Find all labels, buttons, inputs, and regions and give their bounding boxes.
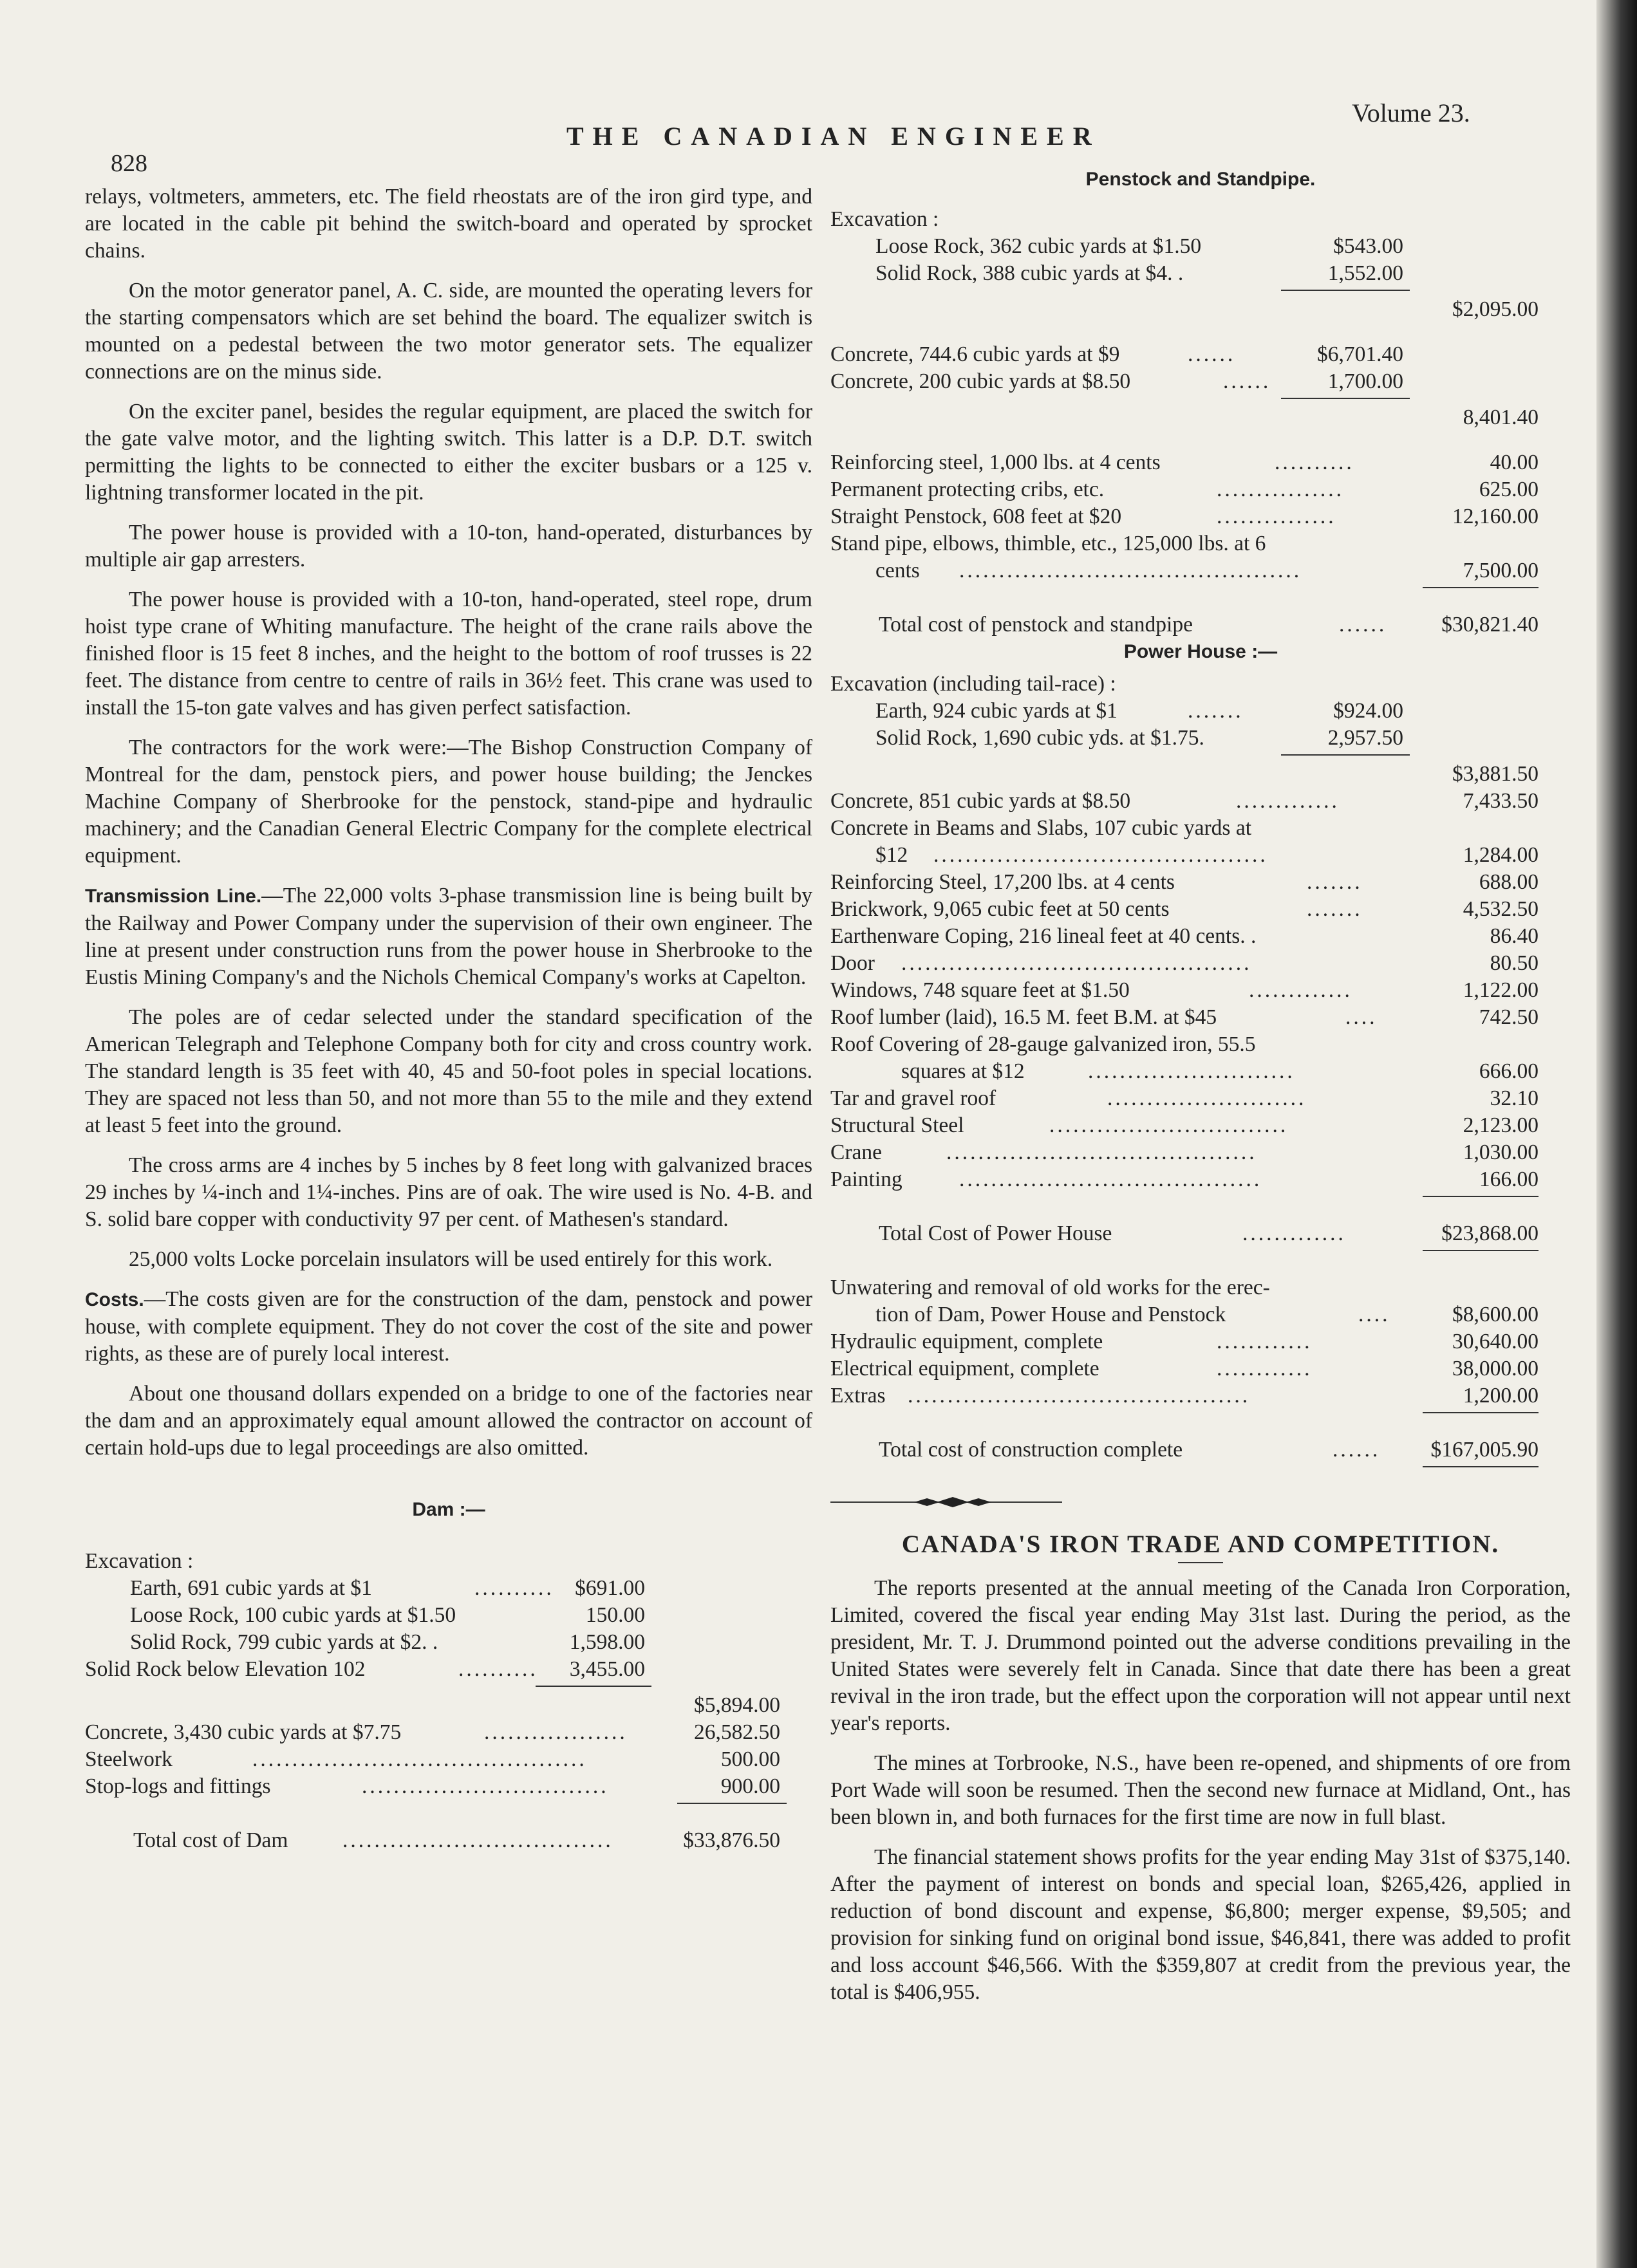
leader-dots: ............................................ [901, 951, 1252, 975]
leader-dots: ............................... [362, 1774, 609, 1798]
book-spine-shadow [1596, 0, 1637, 2268]
cost-amount: 1,552.00 [1327, 261, 1403, 285]
cost-subtotal: $3,881.50 [1452, 762, 1539, 786]
leader-dots: ............ [1217, 1330, 1313, 1353]
cost-label: Brickwork, 9,065 cubic feet at 50 cents [830, 897, 1170, 921]
cost-amount: 500.00 [720, 1747, 780, 1771]
leader-dots: .......................................... [933, 843, 1268, 867]
cost-label: squares at $12 [901, 1059, 1025, 1083]
paragraph-text: —The costs given are for the construction of the dam, penstock and power house, with complete equipment. They do not cover the cost of the site and power rights, as these are of purely local interest. [85, 1287, 812, 1366]
cost-label: Hydraulic equipment, complete [830, 1330, 1103, 1353]
paragraph: The contractors for the work were:—The Bishop Construction Company of Montreal for the dam, penstock piers, and power house building; the Jenckes Machine Company of Sherbrooke for the penstock, stand-pipe and hydraulic machinery; and the Canadian General Electric Company for the complete electrical equipment. [85, 736, 812, 868]
cost-label: cents [875, 559, 920, 582]
cost-total: $30,821.40 [1441, 613, 1539, 637]
leader-dots: ....... [1307, 897, 1363, 921]
cost-label: Permanent protecting cribs, etc. [830, 478, 1105, 501]
leader-dots: ...................................... [959, 1167, 1262, 1191]
paragraph: The mines at Torbrooke, N.S., have been re-opened, and shipments of ore from Port Wade will soon be resumed. Then the second new furnace at Midland, Ont., has been blown in, and both furnaces for the first time are now in full blast. [830, 1751, 1571, 1829]
cost-amount: 30,640.00 [1452, 1330, 1539, 1353]
cost-amount: 742.50 [1479, 1005, 1539, 1029]
cost-row [85, 1656, 812, 1683]
summary-cost-table [830, 1274, 1571, 1473]
section-heading-penstock: Penstock and Standpipe. [1085, 169, 1316, 190]
cost-amount: 900.00 [720, 1774, 780, 1798]
paragraph: The cross arms are 4 inches by 5 inches by 8 feet long with galvanized braces 29 inches by ¼-inch and 1¼-inches. Pins are of oak. The wire used is No. 4-B. and S. solid bare copper with conductivity 97 per cent. of Mathesen's standard. [85, 1153, 812, 1231]
run-in-heading: Costs. [85, 1289, 144, 1310]
ornamental-divider [830, 1496, 1062, 1509]
leader-dots: ................ [1217, 478, 1344, 501]
leader-dots: ...... [1333, 1438, 1381, 1462]
cost-label: Solid Rock below Elevation 102 [85, 1657, 366, 1681]
cost-amount: $8,600.00 [1452, 1303, 1539, 1326]
cost-label: tion of Dam, Power House and Penstock [875, 1303, 1226, 1326]
title-rule [1178, 1562, 1223, 1563]
leader-dots: ....... [1307, 870, 1363, 894]
cost-subtotal: 8,401.40 [1463, 405, 1539, 429]
cost-amount: 666.00 [1479, 1059, 1539, 1083]
cost-amount: 688.00 [1479, 870, 1539, 894]
cost-amount: $543.00 [1333, 234, 1403, 258]
cost-total: $33,876.50 [683, 1828, 780, 1852]
paragraph: On the motor generator panel, A. C. side, are mounted the operating levers for the starting compensators which are set behind the board. The equalizer switch is mounted on a pedestal between the two motor generator sets. The equalizer connections are on the minus side. [85, 279, 812, 384]
cost-row [85, 1548, 812, 1575]
cost-amount: $6,701.40 [1317, 342, 1403, 366]
cost-amount: 80.50 [1490, 951, 1539, 975]
paragraph: The poles are of cedar selected under the standard specification of the American Telegraph and Telephone Company both for city and cross country work. The standard length is 35 feet with 40, 45 and 50-foot poles in special locations. They are spaced not less than 50, and not more than 55 to the mile and they extend at least 5 feet into the ground. [85, 1005, 812, 1137]
cost-amount: 4,532.50 [1463, 897, 1539, 921]
cost-amount: 32.10 [1490, 1086, 1539, 1110]
run-in-heading: Transmission Line. [85, 886, 262, 907]
leader-dots: ........................................... [908, 1384, 1251, 1408]
cost-label: Solid Rock, 388 cubic yards at $4. . [875, 261, 1184, 285]
leader-dots: .................. [484, 1720, 628, 1744]
left-column [85, 183, 812, 1854]
leader-dots: .......................... [1088, 1059, 1295, 1083]
cost-amount: 1,030.00 [1463, 1140, 1539, 1164]
cost-amount: $924.00 [1333, 699, 1403, 723]
leader-dots: ......................... [1107, 1086, 1307, 1110]
section-heading-dam: Dam :— [412, 1499, 485, 1520]
cost-row [85, 1746, 812, 1773]
cost-amount: 7,500.00 [1463, 559, 1539, 582]
power-house-cost-table [830, 671, 1571, 1256]
right-column [830, 166, 1571, 2019]
cost-label: Electrical equipment, complete [830, 1357, 1099, 1380]
cost-subtotal: $5,894.00 [694, 1693, 780, 1717]
paragraph-costs [85, 1286, 812, 1368]
leader-dots: .............................. [1049, 1113, 1289, 1137]
cost-label: Earthenware Coping, 216 lineal feet at 40 cents. . [830, 924, 1257, 948]
cost-label: Loose Rock, 100 cubic yards at $1.50 [130, 1603, 456, 1627]
cost-label: Extras [830, 1384, 886, 1408]
leader-dots: ...... [1339, 613, 1387, 637]
cost-label: Solid Rock, 799 cubic yards at $2. . [130, 1630, 438, 1654]
cost-label: Excavation : [830, 207, 939, 231]
cost-label: Excavation : [85, 1549, 194, 1573]
cost-amount: 1,700.00 [1327, 369, 1403, 393]
cost-amount: 38,000.00 [1452, 1357, 1539, 1380]
cost-amount: 150.00 [585, 1603, 645, 1627]
cost-amount: 625.00 [1479, 478, 1539, 501]
leader-dots: ............. [1236, 789, 1340, 813]
journal-title: THE CANADIAN ENGINEER [566, 122, 1101, 151]
article-title: CANADA'S IRON TRADE AND COMPETITION. [901, 1530, 1500, 1558]
leader-dots: ...... [1188, 342, 1236, 366]
paragraph-text: —The 22,000 volts 3-phase transmission line is being built by the Railway and Power Company under the supervision of their own engineer. The line at present under construction runs from the power house in Sherbrooke to the Eustis Mining Company's and the Nichols Chemical Company's works at Capelton. [85, 884, 812, 989]
cost-label: Solid Rock, 1,690 cubic yds. at $1.75. [875, 726, 1204, 750]
cost-label: Total cost of Dam [133, 1828, 288, 1852]
paragraph-transmission [85, 882, 812, 991]
cost-row [85, 1575, 812, 1602]
cost-row [85, 1773, 812, 1800]
leader-dots: .... [1345, 1005, 1378, 1029]
cost-amount: 40.00 [1490, 451, 1539, 474]
cost-amount: 26,582.50 [694, 1720, 780, 1744]
cost-amount: 86.40 [1490, 924, 1539, 948]
cost-label: Loose Rock, 362 cubic yards at $1.50 [875, 234, 1202, 258]
cost-label: Crane [830, 1140, 882, 1164]
leader-dots: ....................................... [946, 1140, 1257, 1164]
cost-label: Reinforcing Steel, 17,200 lbs. at 4 cents [830, 870, 1175, 894]
cost-label: Concrete in Beams and Slabs, 107 cubic yards at [830, 816, 1252, 840]
leader-dots: .................................. [342, 1828, 613, 1852]
cost-amount: $691.00 [575, 1576, 645, 1600]
leader-dots: ............. [1242, 1222, 1346, 1245]
volume-label: Volume 23. [1352, 98, 1470, 127]
leader-dots: ...... [1223, 369, 1271, 393]
paragraph: On the exciter panel, besides the regular equipment, are placed the switch for the gate valve motor, and the lighting switch. This latter is a D.P. D.T. switch permitting the lights to be connected to either the exciter busbars or a 125 v. lightning transformer located in the pit. [85, 400, 812, 505]
page-number: 828 [111, 150, 147, 177]
cost-label: Stop-logs and fittings [85, 1774, 271, 1798]
cost-row [85, 1629, 812, 1656]
paragraph: relays, voltmeters, ammeters, etc. The field rheostats are of the iron gird type, and are located in the cable pit behind the switch-board and operated by sprocket chains. [85, 185, 812, 263]
leader-dots: .......... [458, 1657, 538, 1681]
cost-label: Concrete, 200 cubic yards at $8.50 [830, 369, 1131, 393]
leader-dots: .......... [474, 1576, 554, 1600]
cost-total: $167,005.90 [1430, 1438, 1539, 1462]
cost-label: Total cost of penstock and standpipe [879, 613, 1193, 637]
dam-cost-table [85, 1548, 812, 1854]
leader-dots: ....... [1188, 699, 1244, 723]
cost-label: Unwatering and removal of old works for the erec- [830, 1276, 1270, 1299]
cost-amount: 1,284.00 [1463, 843, 1539, 867]
leader-dots: ............... [1217, 505, 1336, 528]
paragraph: The financial statement shows profits for the year ending May 31st of $375,140. After the payment of interest on bonds and special loan, $265,426, applied in reduction of bond discount and expense, $6,800; merger expense, $9,505; and provision for sinking fund on original bond issue, $46,841, there was added to profit and loss account $46,566. With the $359,807 at credit from the previous year, the total is $406,955. [830, 1845, 1571, 2004]
cost-amount: 1,122.00 [1463, 978, 1539, 1002]
cost-label: Earth, 691 cubic yards at $1 [130, 1576, 372, 1600]
cost-label: Total Cost of Power House [879, 1222, 1112, 1245]
paragraph: About one thousand dollars expended on a bridge to one of the factories near the dam and an approximately equal amount allowed the contractor on account of certain hold-ups due to legal proceedings are also omitted. [85, 1382, 812, 1460]
leader-dots: .......... [1275, 451, 1354, 474]
cost-amount: 166.00 [1479, 1167, 1539, 1191]
cost-label: Roof Covering of 28-gauge galvanized iron, 55.5 [830, 1032, 1256, 1056]
cost-total-row [85, 1827, 812, 1854]
cost-label: Roof lumber (laid), 16.5 M. feet B.M. at $45 [830, 1005, 1217, 1029]
cost-label: Steelwork [85, 1747, 173, 1771]
cost-label: Door [830, 951, 875, 975]
paragraph: The reports presented at the annual meeting of the Canada Iron Corporation, Limited, covered the fiscal year ending May 31st last. During the period, as the president, Mr. T. J. Drummond pointed out the adverse conditions prevailing in the United States were severely felt in Canada. Since that date there has been a great revival in the iron trade, but the effect upon the corporation will not appear until next year's reports. [830, 1576, 1571, 1735]
cost-label: Painting [830, 1167, 903, 1191]
cost-label: Total cost of construction complete [879, 1438, 1183, 1462]
cost-label: Windows, 748 square feet at $1.50 [830, 978, 1130, 1002]
cost-label: Concrete, 744.6 cubic yards at $9 [830, 342, 1120, 366]
cost-amount: 7,433.50 [1463, 789, 1539, 813]
cost-label: Stand pipe, elbows, thimble, etc., 125,000 lbs. at 6 [830, 532, 1266, 555]
leader-dots: ........................................... [959, 559, 1302, 582]
cost-label: Earth, 924 cubic yards at $1 [875, 699, 1118, 723]
penstock-cost-table [830, 206, 1571, 638]
cost-amount: 1,598.00 [569, 1630, 645, 1654]
cost-label: Concrete, 851 cubic yards at $8.50 [830, 789, 1131, 813]
cost-label: Structural Steel [830, 1113, 964, 1137]
leader-dots: ............. [1249, 978, 1352, 1002]
cost-row [85, 1719, 812, 1746]
paragraph: 25,000 volts Locke porcelain insulators will be used entirely for this work. [129, 1247, 773, 1271]
section-heading-power-house: Power House :— [1123, 641, 1278, 662]
leader-dots: .......................................... [252, 1747, 587, 1771]
cost-label: $12 [875, 843, 908, 867]
leader-dots: ............ [1217, 1357, 1313, 1380]
cost-subtotal: $2,095.00 [1452, 297, 1539, 321]
cost-amount: 2,123.00 [1463, 1113, 1539, 1137]
cost-amount: 12,160.00 [1452, 505, 1539, 528]
cost-amount: 3,455.00 [569, 1657, 645, 1681]
leader-dots: .... [1358, 1303, 1390, 1326]
paragraph: The power house is provided with a 10-ton, hand-operated, disturbances by multiple air gap arresters. [85, 521, 812, 572]
cost-label: Concrete, 3,430 cubic yards at $7.75 [85, 1720, 402, 1744]
cost-total: $23,868.00 [1441, 1222, 1539, 1245]
paragraph: The power house is provided with a 10-ton, hand-operated, steel rope, drum hoist type crane of Whiting manufacture. The height of the crane rails above the finished floor is 15 feet 8 inches, and the height to the bottom of roof trusses is 22 feet. The distance from centre to centre of rails in 36½ feet. This crane was used to install the 15-ton gate valves and has given perfect satisfaction. [85, 588, 812, 720]
cost-label: Reinforcing steel, 1,000 lbs. at 4 cents [830, 451, 1161, 474]
cost-label: Excavation (including tail-race) : [830, 672, 1116, 696]
cost-label: Tar and gravel roof [830, 1086, 996, 1110]
cost-row [85, 1692, 812, 1719]
cost-row [85, 1602, 812, 1629]
cost-label: Straight Penstock, 608 feet at $20 [830, 505, 1122, 528]
cost-amount: 1,200.00 [1463, 1384, 1539, 1408]
cost-amount: 2,957.50 [1327, 726, 1403, 750]
